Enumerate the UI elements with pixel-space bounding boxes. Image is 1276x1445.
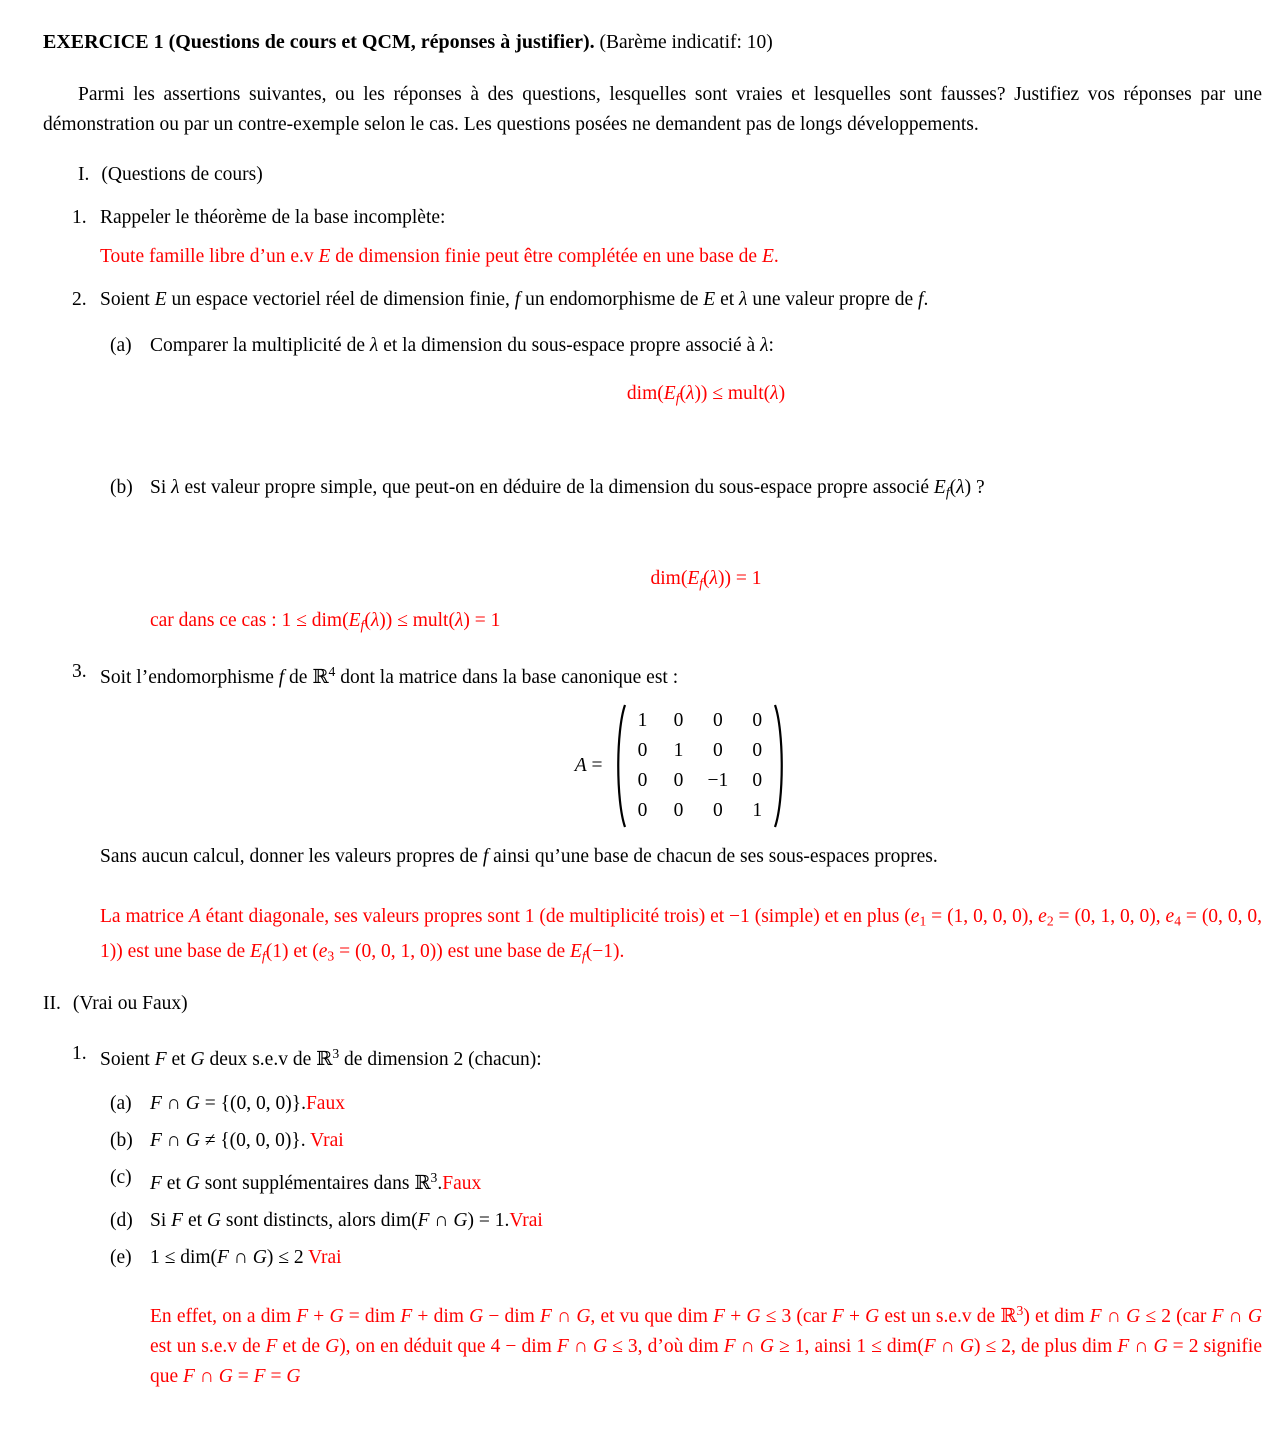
vf-item-e-label: (e) (110, 1246, 132, 1268)
vf-item-d (43, 1206, 1262, 1236)
vf-item-a-text: F ∩ G = {(0, 0, 0)}.Faux (150, 1093, 345, 1115)
question-1-text: Rappeler le théorème de la base incomplète: (100, 207, 446, 228)
vf-question-1 (43, 1039, 1262, 1075)
matrix-cell: 0 (713, 709, 723, 731)
matrix-cell: 0 (752, 709, 763, 731)
vf-item-a (43, 1089, 1262, 1119)
intro-paragraph: Parmi les assertions suivantes, ou les réponses à des questions, lesquelles sont vraies et lesquelles sont fausses? Justifiez vos réponses par une démonstration ou par un contre-exemple selon le cas. Les questions posées ne demandent pas de longs développements. (43, 84, 1262, 135)
matrix-equation (100, 699, 1262, 832)
section-i-heading (43, 160, 1262, 190)
question-2a (43, 331, 1262, 361)
vf-item-d-text: Si F et G sont distincts, alors dim(F ∩ G) = 1.Vrai (150, 1209, 543, 1231)
matrix-left-paren (613, 703, 627, 829)
question-2-number: 2. (72, 289, 87, 310)
question-2b (43, 473, 1262, 507)
question-3-number: 3. (72, 660, 87, 682)
section-ii-title: (Vrai ou Faux) (72, 993, 188, 1015)
matrix-cell: 0 (673, 799, 684, 821)
question-3 (43, 657, 1262, 693)
question-3-text: Soit l’endomorphisme f de ℝ$^4$ dont la matrice dans la base canonique est : (100, 663, 679, 688)
question-1-answer: Toute famille libre d’un e.v E de dimension finie peut être complétée en une base de E. (100, 246, 779, 267)
vf-question-1-text: Soient F et G deux s.e.v de ℝ$^3$ de dimension 2 (chacun): (100, 1046, 542, 1071)
matrix-cell: 0 (713, 799, 723, 821)
matrix-lhs: A = (574, 754, 603, 776)
section-i-title: (Questions de cours) (101, 164, 263, 185)
matrix-cell: −1 (707, 769, 729, 791)
matrix-cell: 0 (752, 769, 763, 791)
matrix-cell: 1 (637, 709, 648, 731)
matrix-right-paren (773, 703, 787, 829)
exercise-title: EXERCICE 1 (Questions de cours et QCM, réponses à justifier). (43, 31, 595, 53)
exercise-header (43, 27, 1262, 58)
question-1-number: 1. (72, 207, 87, 228)
question-1 (43, 203, 1262, 233)
vf-question-1-number: 1. (72, 1043, 87, 1065)
question-2b-text: Si λ est valeur propre simple, que peut-on en déduire de la dimension du sous-espace propre associé Ef(λ) ? (150, 477, 985, 500)
exercise-grading-note: (Barème indicatif: 10) (594, 32, 773, 53)
question-3-followup: Sans aucun calcul, donner les valeurs propres de f ainsi qu’une base de chacun de ses sous-espaces propres. (100, 846, 938, 868)
section-ii-heading (43, 989, 1262, 1019)
vf-item-c-text: F et G sont supplémentaires dans ℝ$^3$.Faux (150, 1170, 482, 1194)
vf-item-e (43, 1243, 1262, 1273)
vf-item-b-text: F ∩ G ≠ {(0, 0, 0)}. Vrai (150, 1130, 344, 1152)
vf-item-b (43, 1126, 1262, 1156)
section-ii-label: II. (43, 993, 61, 1015)
vf-item-b-label: (b) (110, 1130, 133, 1152)
question-2 (43, 285, 1262, 315)
question-2b-answer-note: car dans ce cas : 1 ≤ dim(Ef(λ)) ≤ mult(λ) = 1 (150, 610, 501, 633)
matrix-cell: 0 (637, 769, 648, 791)
question-3-answer: La matrice A étant diagonale, ses valeurs propres sont 1 (de multiplicité trois) et −1 (simple) et en plus (e1 = (1, 0, 0, 0), e2 = (0, 1, 0, 0), e4 = (0, 0, 0, 1)) est une base de Ef(1) et (e3 = (0, 0, 1, 0)) est une base de Ef(−1). (100, 906, 1262, 964)
matrix-cell: 0 (637, 799, 648, 821)
matrix-cell: 1 (673, 739, 684, 761)
vf-item-d-label: (d) (110, 1209, 133, 1231)
matrix-cell: 0 (752, 739, 763, 761)
matrix-cell: 1 (752, 799, 763, 821)
section-i-label: I. (78, 164, 90, 185)
vf-item-a-label: (a) (110, 1093, 132, 1115)
formula-dim-eq-1: dim(Ef(λ)) = 1 (650, 567, 762, 591)
vf-item-c (43, 1163, 1262, 1199)
matrix-cell: 0 (713, 739, 723, 761)
question-2-text: Soient E un espace vectoriel réel de dimension finie, f un endomorphisme de E et λ une valeur propre de f. (100, 289, 929, 310)
matrix-cell: 0 (673, 709, 684, 731)
matrix-cell: 0 (637, 739, 648, 761)
question-2a-text: Comparer la multiplicité de λ et la dimension du sous-espace propre associé à λ: (150, 335, 774, 356)
vf-item-c-label: (c) (110, 1167, 132, 1189)
formula-dim-leq-mult: dim(Ef(λ)) ≤ mult(λ) (626, 383, 786, 406)
question-2b-label: (b) (110, 477, 133, 499)
vf-justification: En effet, on a dim F + G = dim F + dim G − dim F ∩ G, et vu que dim F + G ≤ 3 (car F + G est un s.e.v de ℝ$^3$) et dim F ∩ G ≤ 2 (car F ∩ G est un s.e.v de F et de G), on en déduit que 4 − dim F ∩ G ≤ 3, d’où dim F ∩ G ≥ 1, ainsi 1 ≤ dim(F ∩ G) ≤ 2, de plus dim F ∩ G = 2 signifie que F ∩ G = F = G (150, 1302, 1262, 1387)
question-2a-label: (a) (110, 335, 132, 356)
matrix-cell: 0 (673, 769, 684, 791)
matrix-grid (627, 708, 774, 824)
vf-item-e-text: 1 ≤ dim(F ∩ G) ≤ 2 Vrai (150, 1246, 342, 1268)
